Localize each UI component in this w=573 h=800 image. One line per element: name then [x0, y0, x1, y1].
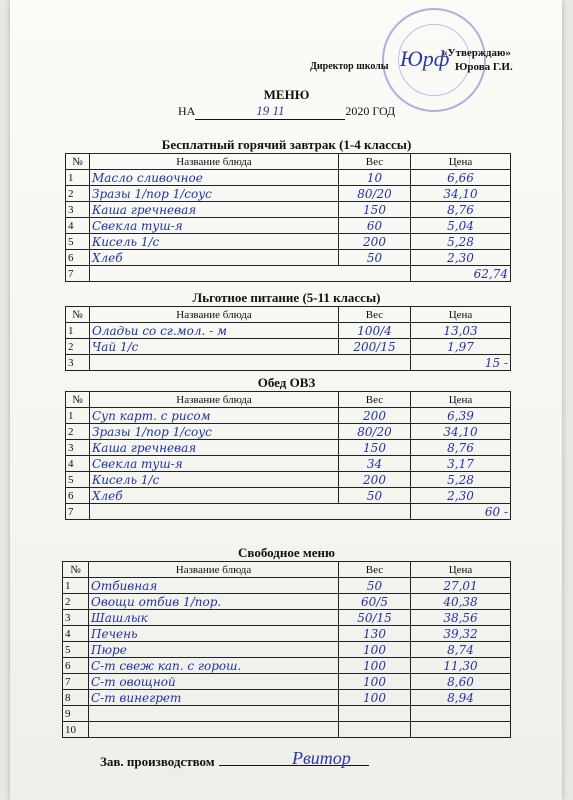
col-price: Цена	[411, 307, 511, 323]
row-dish: Отбивная	[89, 578, 339, 594]
row-empty	[90, 266, 411, 282]
row-num: 6	[63, 658, 89, 674]
col-num: №	[63, 562, 89, 578]
row-dish: Масло сливочное	[90, 170, 339, 186]
col-num: №	[66, 154, 90, 170]
row-price: 8,74	[411, 642, 511, 658]
row-total: 62,74	[411, 266, 511, 282]
breakfast-table	[65, 153, 511, 282]
section-title-breakfast: Бесплатный горячий завтрак (1-4 классы)	[161, 137, 412, 152]
table-row	[63, 690, 511, 706]
row-num: 8	[63, 690, 89, 706]
approve-label: «Утверждаю»	[442, 47, 511, 59]
row-num: 6	[66, 250, 90, 266]
row-weight: 60/5	[339, 594, 411, 610]
row-weight: 50	[339, 488, 411, 504]
table-row	[66, 186, 511, 202]
row-num: 1	[66, 170, 90, 186]
row-num: 2	[66, 186, 90, 202]
row-num: 2	[63, 594, 89, 610]
row-weight: 130	[339, 626, 411, 642]
table-header-row	[66, 307, 511, 323]
free-menu-table	[62, 561, 511, 738]
table-row	[63, 642, 511, 658]
table-row	[63, 706, 511, 722]
row-price: 6,39	[411, 408, 511, 424]
row-empty	[90, 504, 411, 520]
col-weight: Вес	[339, 154, 411, 170]
table-row	[66, 339, 511, 355]
row-num: 7	[66, 504, 90, 520]
row-price: 1,97	[411, 339, 511, 355]
row-weight: 80/20	[339, 186, 411, 202]
row-num: 5	[66, 234, 90, 250]
row-dish: С-т винегрет	[89, 690, 339, 706]
col-weight: Вес	[339, 562, 411, 578]
row-price	[411, 706, 511, 722]
table-row	[66, 323, 511, 339]
col-price: Цена	[411, 562, 511, 578]
row-price	[411, 722, 511, 738]
row-weight: 150	[339, 202, 411, 218]
row-total: 15 -	[411, 355, 511, 371]
row-num: 7	[66, 266, 90, 282]
row-weight: 80/20	[339, 424, 411, 440]
table-row	[66, 218, 511, 234]
row-total: 60 -	[411, 504, 511, 520]
row-num: 4	[66, 456, 90, 472]
row-num: 1	[63, 578, 89, 594]
col-dish: Название блюда	[90, 307, 339, 323]
row-weight	[339, 706, 411, 722]
row-dish: Зразы 1/пор 1/соус	[90, 186, 339, 202]
col-num: №	[66, 307, 90, 323]
row-weight: 60	[339, 218, 411, 234]
row-dish: С-т овощной	[89, 674, 339, 690]
table-row	[63, 658, 511, 674]
table-row	[63, 722, 511, 738]
row-weight: 50	[339, 578, 411, 594]
row-price: 6,66	[411, 170, 511, 186]
table-row	[66, 202, 511, 218]
table-row	[66, 472, 511, 488]
row-dish: Овощи отбив 1/пор.	[89, 594, 339, 610]
section-title-benefit: Льготное питание (5-11 классы)	[192, 290, 381, 305]
row-dish: С-т свеж кап. с горош.	[89, 658, 339, 674]
row-empty	[90, 355, 411, 371]
row-dish: Каша гречневая	[90, 202, 339, 218]
col-dish: Название блюда	[90, 154, 339, 170]
row-weight: 150	[339, 440, 411, 456]
row-num: 1	[66, 323, 90, 339]
row-num: 3	[66, 202, 90, 218]
row-price: 3,17	[411, 456, 511, 472]
row-num: 7	[63, 674, 89, 690]
row-weight: 100	[339, 642, 411, 658]
row-dish: Оладьи со сг.мол. - м	[90, 323, 339, 339]
row-price: 27,01	[411, 578, 511, 594]
col-dish: Название блюда	[90, 392, 339, 408]
col-dish: Название блюда	[89, 562, 339, 578]
row-num: 10	[63, 722, 89, 738]
table-row	[66, 250, 511, 266]
row-price: 39,32	[411, 626, 511, 642]
row-price: 2,30	[411, 250, 511, 266]
row-num: 1	[66, 408, 90, 424]
table-header-row	[66, 154, 511, 170]
row-price: 5,28	[411, 472, 511, 488]
row-dish: Печень	[89, 626, 339, 642]
row-dish: Пюре	[89, 642, 339, 658]
row-dish: Свекла туш-я	[90, 456, 339, 472]
row-weight: 100	[339, 674, 411, 690]
director-signature: Юрф	[400, 46, 450, 71]
row-price: 2,30	[411, 488, 511, 504]
row-num: 3	[66, 440, 90, 456]
section-title-free: Свободное меню	[238, 545, 335, 560]
table-row	[66, 456, 511, 472]
table-row	[66, 488, 511, 504]
row-dish: Свекла туш-я	[90, 218, 339, 234]
row-price: 13,03	[411, 323, 511, 339]
table-row	[66, 440, 511, 456]
row-num: 5	[66, 472, 90, 488]
row-weight: 10	[339, 170, 411, 186]
table-row	[66, 170, 511, 186]
row-dish: Хлеб	[90, 488, 339, 504]
row-num: 5	[63, 642, 89, 658]
row-dish: Кисель 1/с	[90, 472, 339, 488]
row-price: 34,10	[411, 424, 511, 440]
row-weight	[339, 722, 411, 738]
row-dish: Каша гречневая	[90, 440, 339, 456]
table-header-row	[66, 392, 511, 408]
row-price: 38,56	[411, 610, 511, 626]
row-price: 8,60	[411, 674, 511, 690]
row-num: 3	[63, 610, 89, 626]
date-suffix: 2020 ГОД	[345, 104, 396, 118]
benefit-table	[65, 306, 511, 371]
col-num: №	[66, 392, 90, 408]
row-price: 34,10	[411, 186, 511, 202]
table-row	[63, 594, 511, 610]
table-row	[63, 610, 511, 626]
table-row	[63, 674, 511, 690]
table-total-row	[66, 266, 511, 282]
col-weight: Вес	[339, 392, 411, 408]
row-weight: 100	[339, 658, 411, 674]
col-weight: Вес	[339, 307, 411, 323]
row-num: 4	[63, 626, 89, 642]
row-price: 40,38	[411, 594, 511, 610]
row-num: 6	[66, 488, 90, 504]
row-dish: Суп карт. с рисом	[90, 408, 339, 424]
row-weight: 100	[339, 690, 411, 706]
row-weight: 34	[339, 456, 411, 472]
table-row	[66, 234, 511, 250]
row-price: 8,94	[411, 690, 511, 706]
production-signature: Рвитор	[292, 748, 351, 768]
director-name: Юрова Г.И.	[455, 61, 513, 73]
table-header-row	[63, 562, 511, 578]
date-prefix: НА	[178, 104, 196, 118]
table-row	[63, 578, 511, 594]
row-price: 5,28	[411, 234, 511, 250]
date-line	[178, 103, 395, 120]
row-dish: Кисель 1/с	[90, 234, 339, 250]
row-num: 3	[66, 355, 90, 371]
row-num: 2	[66, 339, 90, 355]
row-weight: 200	[339, 408, 411, 424]
footer-label: Зав. производством	[100, 754, 215, 769]
row-weight: 50	[339, 250, 411, 266]
row-weight: 100/4	[339, 323, 411, 339]
row-dish	[89, 706, 339, 722]
row-price: 11,30	[411, 658, 511, 674]
row-price: 5,04	[411, 218, 511, 234]
table-row	[63, 626, 511, 642]
table-row	[66, 408, 511, 424]
row-price: 8,76	[411, 440, 511, 456]
row-num: 4	[66, 218, 90, 234]
col-price: Цена	[411, 154, 511, 170]
row-dish	[89, 722, 339, 738]
row-num: 2	[66, 424, 90, 440]
table-total-row	[66, 355, 511, 371]
row-weight: 200/15	[339, 339, 411, 355]
row-weight: 200	[339, 472, 411, 488]
ovz-table	[65, 391, 511, 520]
row-dish: Шашлык	[89, 610, 339, 626]
date-value: 19 11	[195, 103, 345, 120]
row-price: 8,76	[411, 202, 511, 218]
row-weight: 50/15	[339, 610, 411, 626]
col-price: Цена	[411, 392, 511, 408]
table-row	[66, 424, 511, 440]
section-title-ovz: Обед ОВЗ	[257, 375, 316, 390]
row-dish: Чай 1/с	[90, 339, 339, 355]
table-total-row	[66, 504, 511, 520]
row-dish: Зразы 1/пор 1/соус	[90, 424, 339, 440]
menu-title: МЕНЮ	[263, 87, 310, 102]
director-label: Директор школы	[310, 61, 389, 72]
row-dish: Хлеб	[90, 250, 339, 266]
row-weight: 200	[339, 234, 411, 250]
row-num: 9	[63, 706, 89, 722]
